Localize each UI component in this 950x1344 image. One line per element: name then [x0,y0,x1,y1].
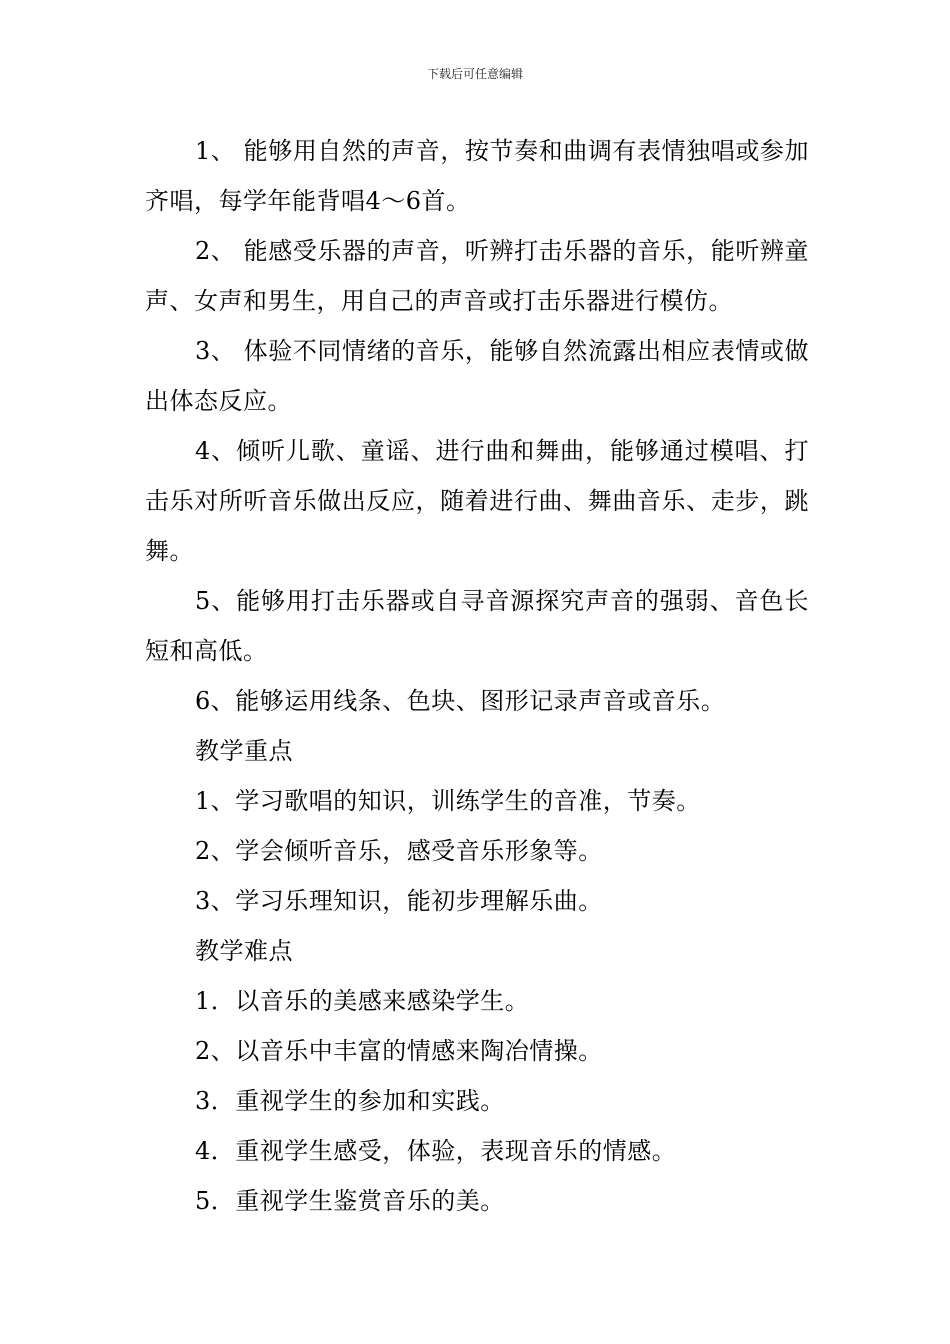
section-heading: 教学难点 [195,937,293,965]
list-item: 1．以音乐的美感来感染学生。 [195,987,530,1015]
list-item: 1、学习歌唱的知识，训练学生的音准，节奏。 [195,787,701,815]
list-item: 2、学会倾听音乐，感受音乐形象等。 [195,837,603,865]
list-item: 5．重视学生鉴赏音乐的美。 [195,1187,505,1215]
paragraph: 1、 能够用自然的声音，按节奏和曲调有表情独唱或参加齐唱，每学年能背唱4～6首。 [145,137,809,215]
list-item: 3、学习乐理知识，能初步理解乐曲。 [195,887,603,915]
page-header: 下载后可任意编辑 [426,67,523,81]
paragraph: 5、能够用打击乐器或自寻音源探究声音的强弱、音色长短和高低。 [145,587,809,665]
paragraph: 6、能够运用线条、色块、图形记录声音或音乐。 [195,687,726,715]
paragraph: 2、 能感受乐器的声音，听辨打击乐器的音乐，能听辨童声、女声和男生，用自己的声音或打击乐器进行模仿。 [145,237,809,315]
list-item: 3．重视学生的参加和实践。 [195,1087,505,1115]
document-body [145,126,809,1226]
section-heading: 教学重点 [195,737,293,765]
paragraph: 4、倾听儿歌、童谣、进行曲和舞曲，能够通过模唱、打击乐对所听音乐做出反应，随着进行曲、舞曲音乐、走步，跳舞。 [145,437,809,565]
list-item: 4．重视学生感受，体验，表现音乐的情感。 [195,1137,677,1165]
list-item: 2、以音乐中丰富的情感来陶冶情操。 [195,1037,603,1065]
paragraph: 3、 体验不同情绪的音乐，能够自然流露出相应表情或做出体态反应。 [145,337,809,415]
